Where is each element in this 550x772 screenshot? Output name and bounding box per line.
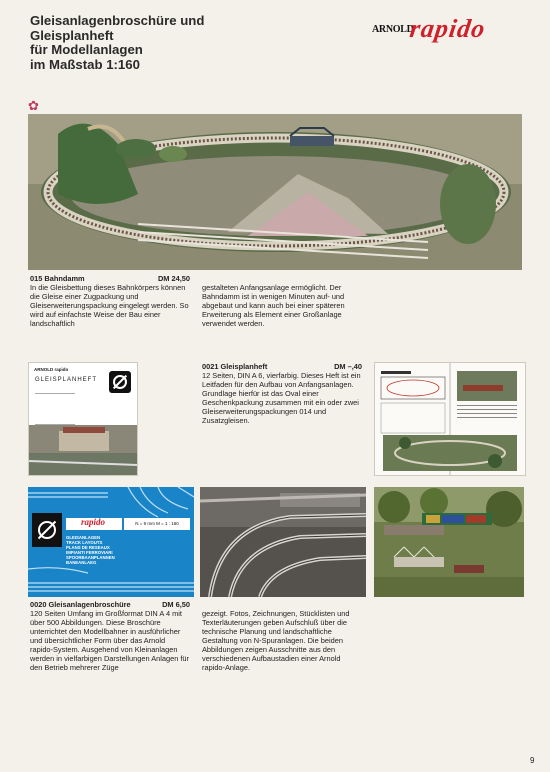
arnold-badge-icon <box>109 371 131 393</box>
cover-rapido-text: rapido <box>81 517 106 527</box>
bahndamm-text-left: In die Gleisbettung dieses Bahnkörpers können die Gleise einer Zugpackung und Gleiserweiterungspackung eingelegt werden. So wird auf einfachste Weise der Bau einer landschaftlich <box>30 283 189 328</box>
gleisplanheft-code: 0021 Gleisplanheft <box>202 362 268 371</box>
logo-rapido-text: rapido <box>408 14 488 43</box>
broschuere-code: 0020 Gleisanlagenbroschüre <box>30 600 131 609</box>
broschuere-caption <box>30 600 190 672</box>
gleisplanheft-caption <box>202 362 362 425</box>
cover-title: GLEISPLANHEFT <box>35 377 98 383</box>
flower-icon: ✿ <box>28 98 39 113</box>
broschuere-cover <box>28 487 194 597</box>
arnold-badge-icon <box>32 513 62 547</box>
broschuere-price: DM 6,50 <box>162 600 190 609</box>
cover-layout-photo <box>29 425 137 475</box>
broschuere-text-left: 120 Seiten Umfang im Großformat DIN A 4 mit über 500 Abbildungen. Diese Broschüre unterrichtet den Modellbahner in ausführlicher und übersichtlicher Form über das Arnold rapido-System. Ausgehend von Kleinanlagen werden in vielfarbigen Darstellungen Anlagen für den Betrieb mehrerer Züge <box>30 609 189 672</box>
track-construction-photo <box>200 487 366 597</box>
cover-lines: GLEISANLAGEN TRACK LAYOUTS PLANS DE RESEAUX IMPIANTI FERROVIARI SPOORBAANPLANNEN BANEANLAEG <box>66 535 115 565</box>
bahndamm-caption <box>30 274 190 328</box>
gleisplanheft-open-spread <box>374 362 526 476</box>
page-number: 9 <box>530 756 535 765</box>
cover-brand: ARNOLD rapido <box>34 367 69 372</box>
gleisplanheft-text: 12 Seiten, DIN A 6, vierfarbig. Dieses Heft ist ein Leitfaden für den Aufbau von Anfangsanlagen. Grundlage hierfür ist das Oval einer Geschenkpackung zusammen mit ein oder zwei Gleiserweiterungspackungen 014 und Zusatzgleisen. <box>202 371 361 425</box>
arnold-rapido-logo <box>372 14 520 44</box>
cover-scale: N = 9 mm M = 1 : 160 <box>124 518 190 530</box>
bahndamm-photo <box>28 114 522 270</box>
bahndamm-price: DM 24,50 <box>157 274 190 283</box>
bahndamm-text-right: gestalteten Anfangsanlage ermöglicht. Der Bahndamm ist in wenigen Minuten auf- und abgebaut und kann auch bei einer späteren Erweiterung als Element einer Großanlage verwendet werden. <box>202 283 345 328</box>
gleisplanheft-cover <box>28 362 138 476</box>
bridge-train-photo <box>374 487 524 597</box>
logo-arnold-text: ARNOLD <box>372 24 414 35</box>
broschuere-text-right: gezeigt. Fotos, Zeichnungen, Stücklisten und Texterläuterungen geben Aufschluß über die technische Planung und landschaftliche Gestaltung von N-Spuranlagen. Die beiden Abbildungen zeigen Ausschnitte aus den verschiedenen Aufbaustadien einer Arnold rapido-Anlage. <box>202 609 350 672</box>
page-title: Gleisanlagenbroschüre und Gleisplanheft für Modellanlagen im Maßstab 1:160 <box>30 13 205 72</box>
bahndamm-code: 015 Bahndamm <box>30 274 85 283</box>
gleisplanheft-price: DM –,40 <box>334 362 362 371</box>
